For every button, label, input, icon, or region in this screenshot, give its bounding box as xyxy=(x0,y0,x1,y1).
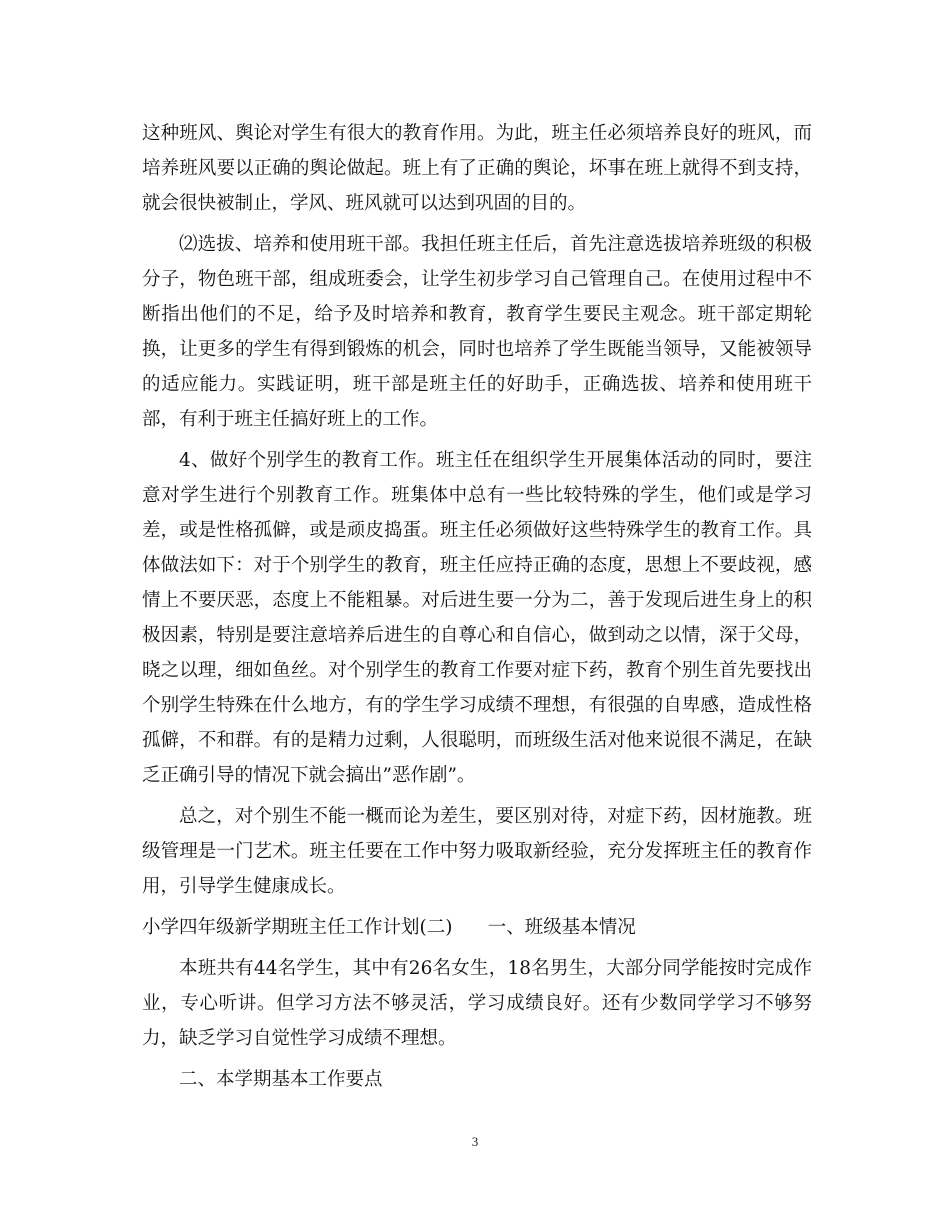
paragraph-individual-education: 4、做好个别学生的教育工作。班主任在组织学生开展集体活动的同时，要注意对学生进行个别教育工作。班集体中总有一些比较特殊的学生，他们或是学习差，或是性格孤僻，或是顽皮捣蛋。班主任必须做好这些特殊学生的教育工作。具体做法如下：对于个别学生的教育，班主任应持正确的态度，思想上不要歧视，感情上不要厌恶，态度上不能粗暴。对后进生要一分为二，善于发现后进生身上的积极因素，特别是要注意培养后进生的自尊心和自信心，做到动之以情，深于父母，晓之以理，细如鱼丝。对个别学生的教育工作要对症下药，教育个别生首先要找出个别学生特殊在什么地方，有的学生学习成绩不理想，有很强的自卑感，造成性格孤僻，不和群。有的是精力过剩，人很聪明，而班级生活对他来说很不满足，在缺乏正确引导的情况下就会搞出”恶作剧”。 xyxy=(142,450,812,786)
paragraph-class-atmosphere: 这种班风、舆论对学生有很大的教育作用。为此，班主任必须培养良好的班风，而培养班风要以正确的舆论做起。班上有了正确的舆论，坏事在班上就得不到支持，就会很快被制止，学风、班风就可以达到巩固的目的。 xyxy=(142,123,812,214)
document-body xyxy=(142,116,812,1103)
page-number: 3 xyxy=(471,1134,479,1149)
paragraph-work-points-heading: 二、本学期基本工作要点 xyxy=(179,1069,383,1090)
paragraph-class-basic-info: 本班共有44名学生，其中有26名女生，18名男生，大部分同学能按时完成作业，专心听讲。但学习方法不够灵活，学习成绩良好。还有少数同学学习不够努力，缺乏学习自觉性学习成绩不理想。 xyxy=(142,958,812,1049)
paragraph-class-cadres: ⑵选拔、培养和使用班干部。我担任班主任后，首先注意选拔培养班级的积极分子，物色班干部，组成班委会，让学生初步学习自己管理自己。在使用过程中不断指出他们的不足，给予及时培养和教育，教育学生要民主观念。班干部定期轮换，让更多的学生有得到锻炼的机会，同时也培养了学生既能当领导，又能被领导的适应能力。实践证明，班干部是班主任的好助手，正确选拔、培养和使用班干部，有利于班主任搞好班上的工作。 xyxy=(142,234,812,430)
section-heading: 小学四年级新学期班主任工作计划(二) 一、班级基本情况 xyxy=(142,917,636,938)
paragraph-conclusion: 总之，对个别生不能一概而论为差生，要区别对待，对症下药，因材施教。班级管理是一门艺术。班主任要在工作中努力吸取新经验，充分发挥班主任的教育作用，引导学生健康成长。 xyxy=(142,806,812,897)
